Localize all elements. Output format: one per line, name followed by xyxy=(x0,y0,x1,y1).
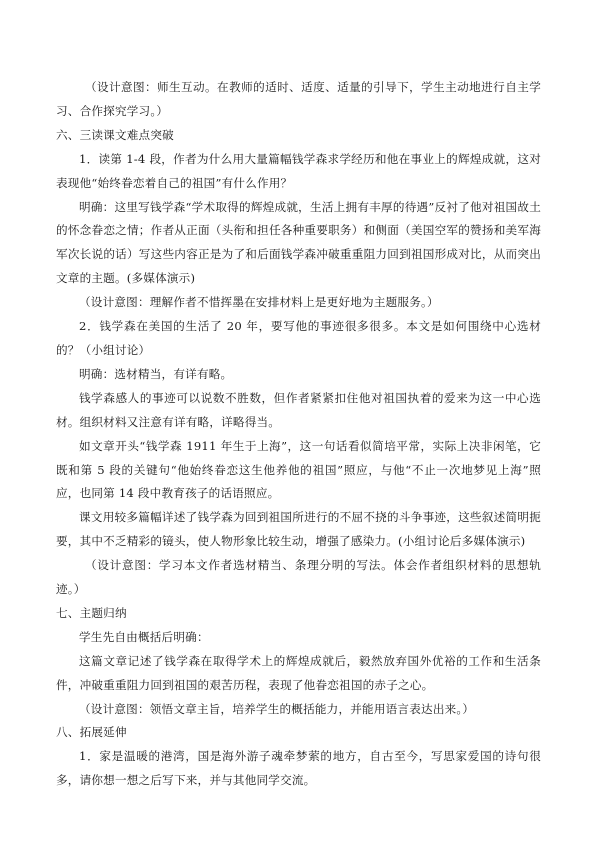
answer-2-para: 明确：选材精当，有详有略。 xyxy=(79,366,233,381)
summary-para: 这篇文章记述了钱学森在取得学术上的辉煌成就后，毅然放弃国外优裕的工作和生活条件，冲破重重阻力回到祖国的艰苦历程，表现了他眷恋祖国的赤子之心。 xyxy=(56,653,541,692)
explanation-para-2: 如文章开头“钱学森 1911 年生于上海”，这一句话看似简培平常，实际上决非闲笔，它既和第 5 段的关键句“他始终眷恋这生他养他的祖国”照应，与他“不止一次地梦见上海”照应，也同第 14 段中教育孩子的话语照应。 xyxy=(56,438,541,501)
section-heading-8: 八、拓展延伸 xyxy=(56,725,127,740)
answer-1-para: 明确：这里写钱学森“学术取得的辉煌成就，生活上拥有丰厚的待遇”反衬了他对祖国故土的怀念眷恋之情；作者从正面（头衔和担任各种重要职务）和侧面（美国空军的赞扬和美军海军次长说的话）写这些内容正是为了和后面钱学森冲破重重阻力回到祖国形成对比，从而突出文章的主题。(多媒体演示) xyxy=(56,199,541,286)
design-intent-para-3: （设计意图：学习本文作者选材精当、条理分明的写法。体会作者组织材料的思想轨迹。） xyxy=(56,558,541,597)
design-intent-para-1: （设计意图：师生互动。在教师的适时、适度、适量的引导下，学生主动地进行自主学习、合作探究学习。） xyxy=(56,80,541,118)
question-2-para: 2．钱学森在美国的生活了 20 年，要写他的事迹很多很多。本文是如何围绕中心选材的？（小组讨论） xyxy=(56,319,541,357)
lesson-plan-text xyxy=(56,76,541,793)
explanation-para-1: 钱学森感人的事迹可以说数不胜数，但作者紧紧扣住他对祖国执着的爱来为这一中心选材。组织材料又注意有详有略，详略得当。 xyxy=(56,390,541,429)
explanation-para-3: 课文用较多篇幅详述了钱学森为回到祖国所进行的不屈不挠的斗争事迹，这些叙述简明扼要，其中不乏精彩的镜头，使人物形象比较生动，增强了感染力。(小组讨论后多媒体演示) xyxy=(56,510,541,549)
design-intent-para-4: （设计意图：领悟文章主旨，培养学生的概括能力，并能用语言表达出来。） xyxy=(79,701,475,716)
section-heading-6: 六、三读课文难点突破 xyxy=(56,127,174,142)
section-heading-7: 七、主题归纳 xyxy=(56,605,127,620)
design-intent-para-2: （设计意图：理解作者不惜挥墨在安排材料上是更好地为主题服务。） xyxy=(79,295,439,310)
summary-intro-para: 学生先自由概括后明确： xyxy=(79,629,209,644)
extension-task-para: 1．家是温暖的港湾，国是海外游子魂牵梦萦的地方，自古至今，写思家爱国的诗句很多，请你想一想之后写下来，并与其他同学交流。 xyxy=(56,749,541,788)
question-1-para: 1．读第 1-4 段，作者为什么用大量篇幅钱学森求学经历和他在事业上的辉煌成就，这对表现他“始终眷恋着自己的祖国”有什么作用？ xyxy=(56,151,541,190)
